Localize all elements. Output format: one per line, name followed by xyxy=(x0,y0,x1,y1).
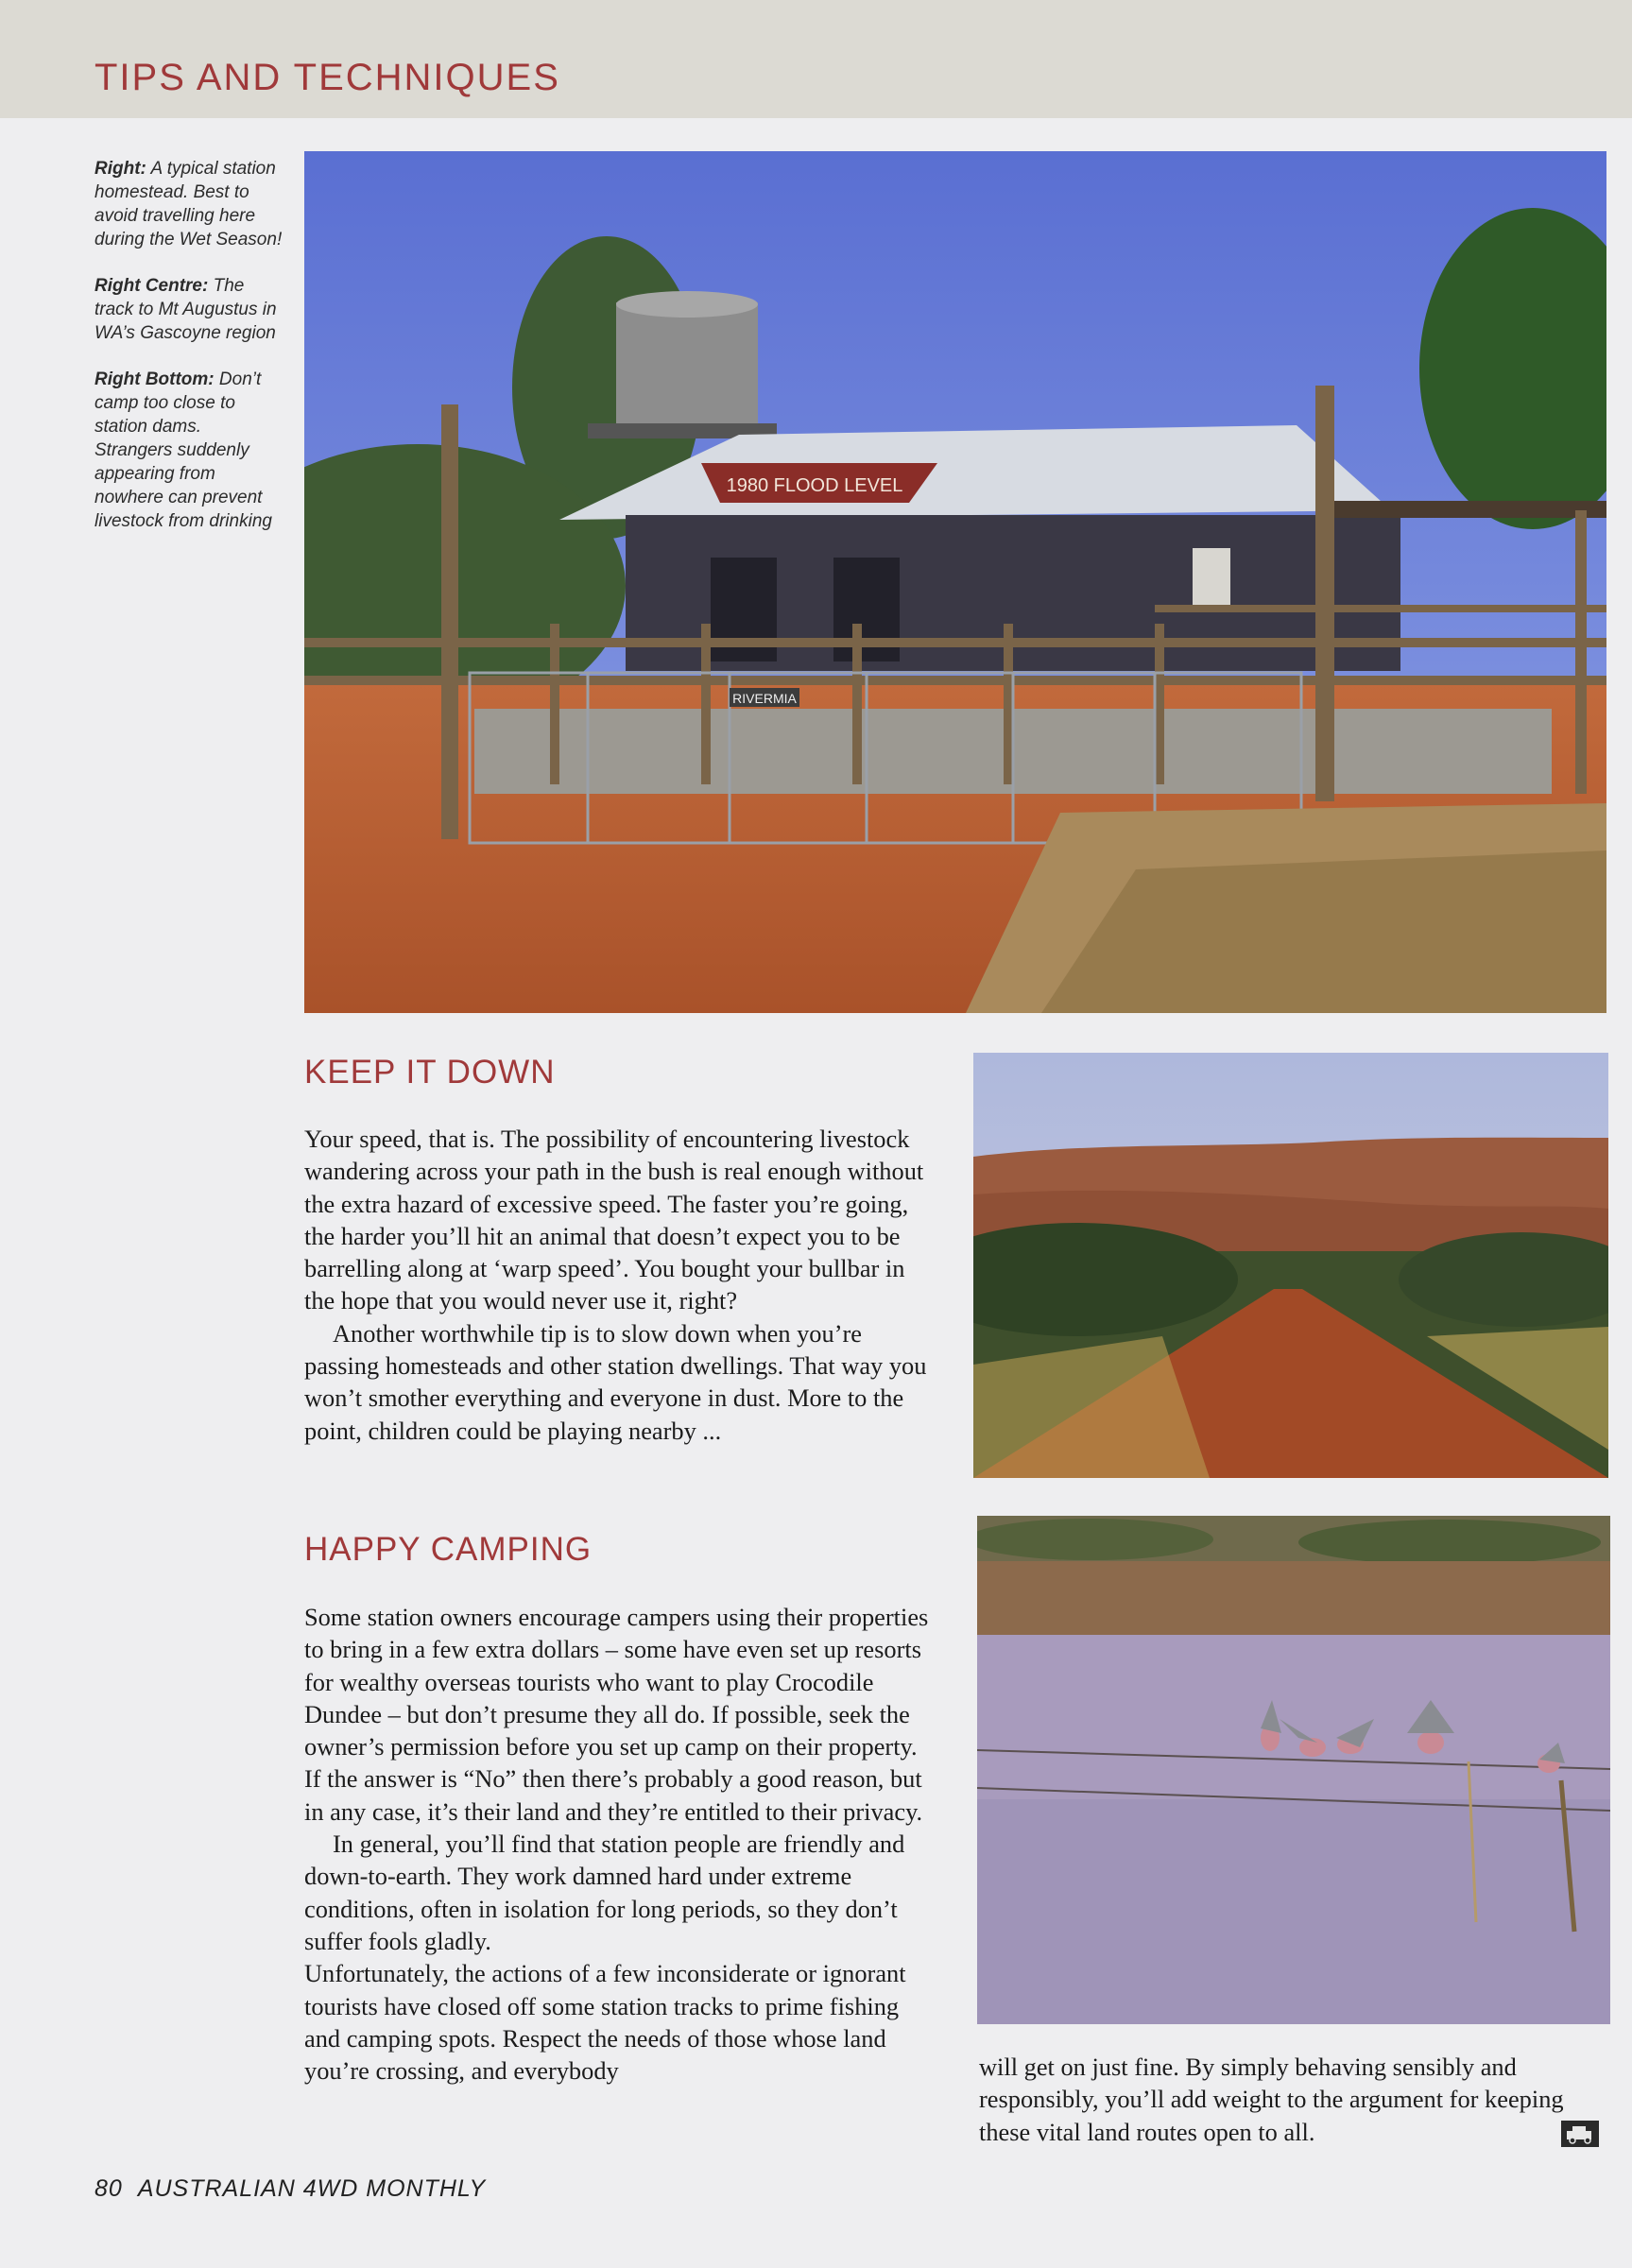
happy-camping-continuation: will get on just fine. By simply behaving sensibly and responsibly, you’ll add weight to the argument for keeping these vital land routes open to all. xyxy=(979,2053,1564,2146)
homestead-photo xyxy=(304,151,1606,1013)
paragraph: Some station owners encourage campers using their properties to bring in a few extra dollars – some have even set up resorts for wealthy overseas tourists who want to play Crocodile Dundee – but don’t presume they all do. If possible, seek the owner’s permission before you set up camp on their property. If the answer is “No” then there’s probably a good reason, but in any case, it’s their land and they’re entitled to their privacy. xyxy=(304,1603,929,1826)
gate-sign: RIVERMIA xyxy=(732,691,797,706)
caption-right-bottom xyxy=(94,368,283,533)
publication-name: AUSTRALIAN 4WD MONTHLY xyxy=(137,2175,487,2202)
keep-it-down-body xyxy=(304,1123,939,1447)
keep-it-down-heading: KEEP IT DOWN xyxy=(304,1054,556,1091)
page-footer xyxy=(94,2175,486,2203)
paragraph: Unfortunately, the actions of a few inconsiderate or ignorant tourists have closed off some station tracks to prime fishing and camping spots. Respect the needs of those whose land you’re crossing, and everybody xyxy=(304,1959,906,2086)
happy-camping-heading: HAPPY CAMPING xyxy=(304,1531,593,1568)
photo-captions xyxy=(94,157,283,556)
station-dam-photo xyxy=(977,1516,1610,2024)
end-of-article-icon xyxy=(1561,2121,1599,2147)
page-number: 80 xyxy=(94,2175,123,2202)
caption-text: Don’t camp too close to station dams. Strangers suddenly appearing from nowhere can prevent livestock from drinking xyxy=(94,369,272,531)
paragraph: In general, you’ll find that station people are friendly and down-to-earth. They work damned hard under extreme conditions, often in isolation for long periods, so they don’t suffer fools gladly. xyxy=(304,1830,905,1955)
caption-text: The track to Mt Augustus in WA’s Gascoyne region xyxy=(94,276,277,343)
caption-label: Right Bottom: xyxy=(94,369,215,389)
flood-level-sign: 1980 FLOOD LEVEL xyxy=(726,475,903,496)
caption-right-centre xyxy=(94,274,283,345)
caption-text: A typical station homestead. Best to avoid travelling here during the Wet Season! xyxy=(94,159,283,249)
caption-right xyxy=(94,157,283,251)
happy-camping-body xyxy=(304,1601,939,2087)
paragraph: Your speed, that is. The possibility of encountering livestock wandering across your path in the bush is real enough without the extra hazard of excessive speed. The faster you’re going, the harder you’ll hit an animal that doesn’t expect you to be barrelling along at ‘warp speed’. You bought your bullbar in the hope that you would never use it, right? xyxy=(304,1125,924,1315)
track-photo xyxy=(973,1053,1608,1478)
paragraph: Another worthwhile tip is to slow down when you’re passing homesteads and other station dwellings. That way you won’t smother everything and everyone in dust. More to the point, children could be playing nearby ... xyxy=(304,1318,927,1445)
caption-label: Right Centre: xyxy=(94,276,209,296)
caption-label: Right: xyxy=(94,159,146,179)
section-title: TIPS AND TECHNIQUES xyxy=(94,57,560,98)
